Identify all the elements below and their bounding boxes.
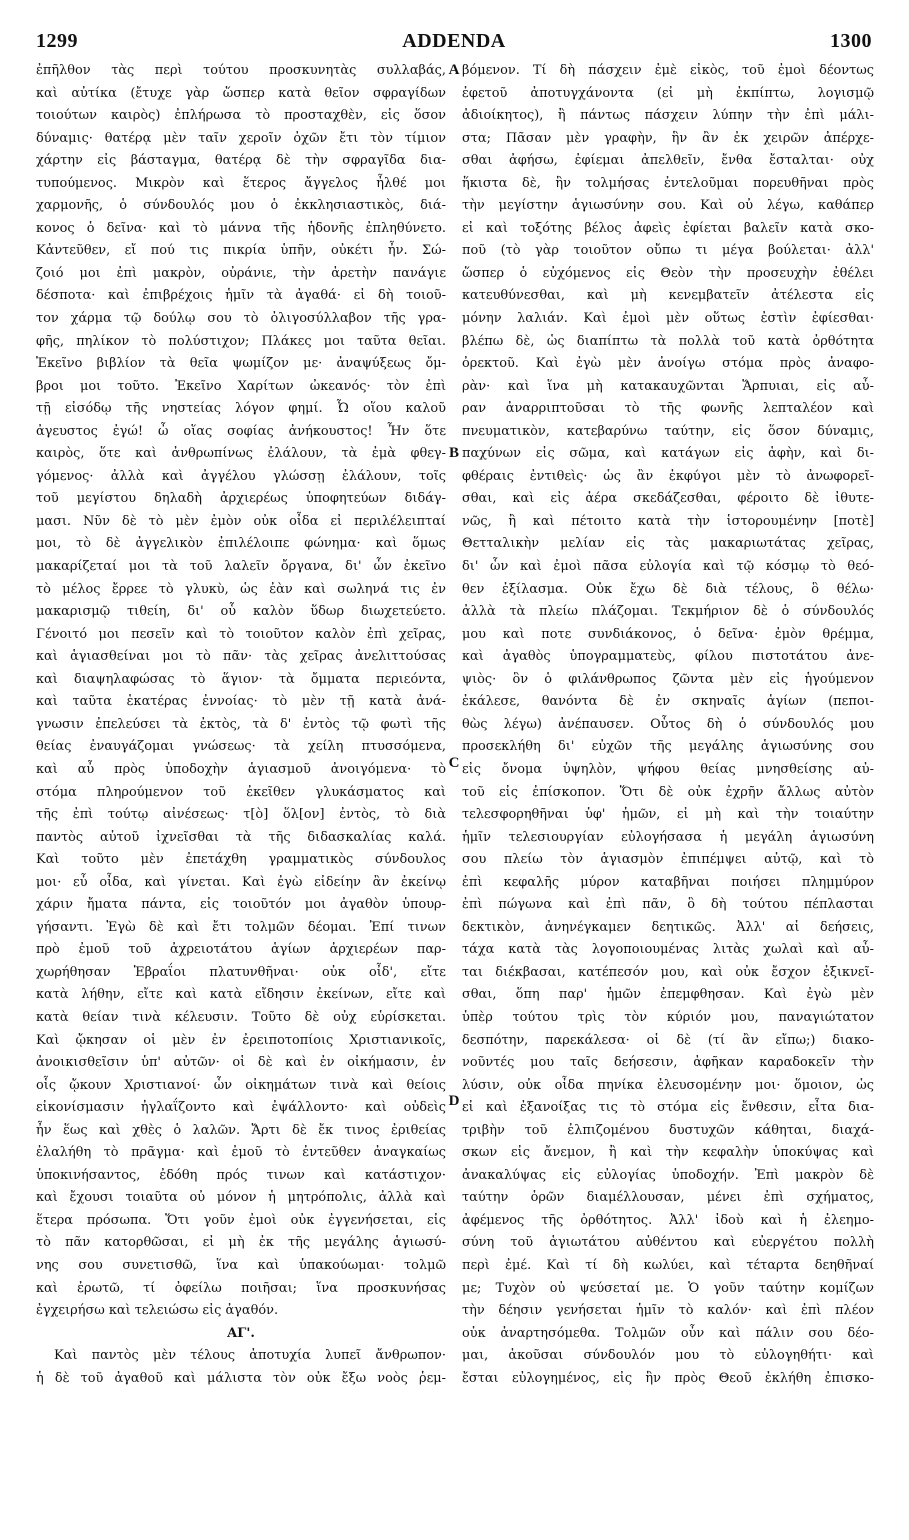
text-line: σθαι, καὶ εἰς ἀέρα σκεδάζεσθαι, φέροιτο δὲ ἰθυτε- — [462, 491, 874, 507]
text-line: μασι. Νῦν δὲ τὸ μὲν ἐμὸν οὐκ οἶδα εἰ περιλέλειπταί — [36, 513, 446, 529]
text-line: δεκτικὸν, ἀνηνέγκαμεν δεητικῶς. Ἀλλ' αἱ δεήσεις, — [462, 919, 874, 935]
text-line: μόνην λαλιάν. Καὶ ἐμοὶ μὲν οὕτως ἐστὶν ἐφίεσθαι· — [462, 311, 874, 327]
text-line: ὑποκινήσαντος, ἐδόθη πρός τινων καὶ κατάστιχον· — [36, 1167, 446, 1183]
text-line: ἡμῖν τελεσιουργίαν εὐλογήσασα ἡ μεγάλη ἁγιωσύνη — [462, 829, 874, 845]
section-marker-c: C — [448, 755, 460, 771]
section-marker-d: D — [448, 1093, 460, 1109]
text-line: παχύνων εἰς σῶμα, καὶ κατάγων εἰς ἁφὴν, καὶ δι- — [462, 446, 874, 462]
text-line: λύσιν, οὐκ οἶδα πηνίκα ἐλευσομένην μοι· ὅμοιον, ὡς — [462, 1077, 874, 1093]
text-line: γήσαντι. Ἐγὼ δὲ καὶ ἔτι τολμῶν δέομαι. Ἐπί τινων — [36, 919, 446, 935]
text-line: ὑπὲρ τούτου τρὶς τὸν κύριόν μου, παναγιώτατον — [462, 1009, 874, 1025]
text-line: ἥκιστα δὲ, ἣν τολμήσας ἐντελοῦμαι πορευθῆναι πρὸς — [462, 175, 874, 191]
text-line: καὶ ἀγαθὸς ὑπογραμματεὺς, φίλου πιστοτάτου ἀνε- — [462, 649, 874, 665]
page-number-right: 1300 — [830, 30, 872, 52]
text-line: καὶ ἁγιασθείναι μοι τὸ πᾶν· τὰς χεῖρας ἀνελιττούσας — [36, 649, 446, 665]
text-line: νῶς, ἢ καὶ πέτοιτο κατὰ τὴν ἱστορουμένην [ποτὲ] — [462, 513, 874, 529]
text-line: καιρὸς, ὅτε καὶ ἀνθρωπίνως ἐλάλουν, τὰ ἐμὰ φθεγ- — [36, 446, 446, 462]
text-line: καὶ ἐρωτῶ, τί ὀφείλω ποιῆσαι; ἵνα προσκυνήσας — [36, 1280, 446, 1296]
text-line: ται διέκβασαι, κατέπεσόν μου, καὶ οὐκ ἔσχον ἐξικνεῖ- — [462, 964, 874, 980]
text-line: κατευθύνεσθαι, καὶ μὴ κενεμβατεῖν ἀτέλεστα εἰς — [462, 288, 874, 304]
text-line: ρὰν· καὶ ἵνα μὴ κατακαυχῶνται Ἅρπυιαι, εἰς αὖ- — [462, 378, 874, 394]
text-line: καὶ αὖ πρὸς ὑποδοχὴν ἁγιασμοῦ ἀνοιγόμενα· τὸ — [36, 761, 446, 777]
section-heading: ΑΓ'. — [227, 1325, 255, 1341]
text-line: περὶ ἐμέ. Καὶ τί δὴ κωλύει, καὶ τέταρτα δεηθῆναί — [462, 1257, 874, 1273]
text-line: καὶ διαψηλαφώσας τὸ ἅγιον· τὰ ὄμματα περιεόντα, — [36, 671, 446, 687]
text-line: Θετταλικὴν μελίαν εἰς τὰς μακαριωτάτας χεῖρας, — [462, 536, 874, 552]
text-line: στα; Πᾶσαν μὲν γραφὴν, ἣν ἂν ἐκ χειρῶν ἀπέρχε- — [462, 130, 874, 146]
text-line: τοιούτων καιρὸς) ἐπλήρωσα τὸ προσταχθὲν, εἰς ὅσον — [36, 108, 446, 124]
text-line: μακαρίζεταί μοι τὰ τοῦ λαλεῖν ὄργανα, δι' ὧν ἐκεῖνο — [36, 559, 446, 575]
text-line: ἐπὶ πώγωνα καὶ ἐπὶ πᾶν, ὃ δὴ τούτου πέπλασται — [462, 897, 874, 913]
text-line: δύναμις· θατέρᾳ μὲν ταῖν χεροῖν ὀχῶν ἔτι τὸν τίμιον — [36, 130, 446, 146]
text-line: δέσποτα· καὶ ἐπιβρέχοις ἡμῖν τὰ ἀγαθά· εἰ δὴ τοιοῦ- — [36, 288, 446, 304]
text-line: Καὶ ᾤκησαν οἱ μὲν ἐν ἐρειποτοπίοις Χριστιανικοῖς, — [36, 1032, 446, 1048]
text-line: φῆς, πηλίκον τὸ πολύστιχον; Πλάκες μοι ταῦτα θεῖαι. — [36, 333, 446, 349]
text-line: στόμα πληρούμενον τοῦ ἐκεῖθεν γλυκάσματος καὶ — [36, 784, 446, 800]
text-line: θεν ἐξίλασμα. Οὐκ ἔχω δὲ διὰ τέλους, ὃ θέλω· — [462, 581, 874, 597]
text-line: εἰς ὄνομα ὑψηλὸν, ψήφου θείας μνησθείσης αὐ- — [462, 761, 874, 777]
text-line: Γένοιτό μοι πεσεῖν καὶ τὸ τοιοῦτον καλὸν ἐπὶ χεῖρας, — [36, 626, 446, 642]
right-column — [462, 60, 874, 1390]
text-line: Καὶ παντὸς μὲν τέλους ἀποτυχία λυπεῖ ἄνθρωπον· — [54, 1348, 446, 1364]
text-line: οἷς ᾤκουν Χριστιανοί· ὧν οἰκημάτων τινὰ καὶ θείοις — [36, 1077, 446, 1093]
text-line: τυπούμενος. Μικρὸν καὶ ἕτερος ἄγγελος ἦλθέ μοι — [36, 175, 446, 191]
text-line: ποῦ (τὸ γὰρ τοιοῦτον οὔπω τι μέγα βούλεται· ἀλλ' — [462, 243, 874, 259]
text-line: κατὰ θείαν τινὰ κέλευσιν. Τοῦτο δὲ οὐχ εὑρίσκεται. — [36, 1009, 446, 1025]
left-column — [36, 60, 446, 1390]
text-line: τῇ εἰσόδῳ τῆς νηστείας λόγον φημί. Ὦ οἵου καλοῦ — [36, 401, 446, 417]
text-line: γνωσιν ἐπελεύσει τὰ ἐκτὸς, τὰ δ' ἐντὸς τῷ φωτὶ τῆς — [36, 716, 446, 732]
running-header — [36, 30, 872, 58]
text-line: χάριν ἤματα πάντα, εἰς τοιοῦτόν μοι ἀγαθὸν ὑπουρ- — [36, 897, 446, 913]
text-line: Κἀντεῦθεν, εἴ πού τις πικρία ὑπῆν, οὐκέτι ἦν. Σώ- — [36, 243, 446, 259]
text-line: ἐφετοῦ ἀποτυγχάνοντα (εἰ μὴ ἐκπίπτω, λογισμῷ — [462, 85, 874, 101]
text-line: γόμενος· ἀλλὰ καὶ ἀγγέλου γλώσσῃ ἐλάλουν, τοῖς — [36, 468, 446, 484]
text-line: θὼς λέγω) ἀνέπαυσεν. Οὗτος δὴ ὁ σύνδουλός μου — [462, 716, 874, 732]
text-line: σθαι ἀφήσω, ἐφίεμαι ἀπελθεῖν, ἔνθα ἔσταλται· οὐχ — [462, 153, 874, 169]
text-line: μακαρισμῷ τιθείη, δι' οὗ καλὸν ὕδωρ διωχετεύετο. — [36, 604, 446, 620]
text-line: δεσπότην, παρεκάλεσα· οἱ δὲ (τί ἂν εἴπω;) διακο- — [462, 1032, 874, 1048]
text-line: ψιὸς· ὃν ὁ φιλάνθρωπος ζῶντα μὲν εἰς ἡγούμενον — [462, 671, 874, 687]
text-line: μοι, τὸ δὲ ἀγγελικὸν ἐπιλέλοιπε φώνημα· καὶ ὅμως — [36, 536, 446, 552]
text-line: μαι, ἀκοῦσαι σύνδουλόν μου τὸ εὐλογηθήτι· καὶ — [462, 1348, 874, 1364]
text-line: βροι μοι τοῦτο. Ἐκεῖνο Χαρίτων ὠκεανός· τὸν ἐπὶ — [36, 378, 446, 394]
text-line: μου καὶ ποτε συνδιάκονος, ὁ δεῖνα· ἐμὸν θρέμμα, — [462, 626, 874, 642]
text-line: ἐπῆλθον τὰς περὶ τούτου προσκυνητὰς συλλαβάς, — [36, 63, 446, 78]
text-line: καὶ ἔχουσι τοιαῦτα οὐ μόνον ἡ μητρόπολις, ἀλλὰ καὶ — [36, 1190, 446, 1206]
text-line: ἀνοικισθεῖσιν ὑπ' αὐτῶν· οἱ δὲ καὶ ἐν οἰκήμασιν, ἐν — [36, 1055, 446, 1071]
section-marker-b: B — [448, 445, 459, 461]
text-line: ἀγευστος ἐγώ! ὦ οἵας σοφίας ἀνήκουστος! Ἦν ὅτε — [36, 423, 446, 439]
text-line: ραν ἀναρριπτοῦσαι τὸ τῆς φωνῆς λεπταλέον καὶ — [462, 401, 874, 417]
text-line: χωρήθησαν Ἑβραΐοι πλατυνθῆναι· οὐκ οἶδ', εἴτε — [36, 964, 446, 980]
text-line: ἀδιοίκητος), ἢ πάντως πάσχειν λύπην τὴν ἐπὶ μάλι- — [462, 108, 874, 124]
text-line: ἔσται εὐλογημένος, εἰς ἣν πρὸς Θεοῦ ἐκλήθη ἐπισκο- — [462, 1370, 874, 1386]
text-line: τάχα κατὰ τὰς λογοποιουμένας λιτὰς χωλαὶ καὶ αὖ- — [462, 942, 874, 958]
text-line: οὐκ ἀναρτησόμεθα. Τολμῶν οὖν καὶ πάλιν σου δέο- — [462, 1325, 874, 1341]
text-line: Ἐκεῖνο βιβλίον τὰ θεῖα ψωμίζον με· ἀναψύξεως ὄμ- — [36, 356, 446, 372]
text-line: χαρμονῆς, ὁ σύνδουλός μου ὁ ἐκκλησιαστικὸς, διά- — [36, 198, 446, 214]
text-line: δι' ὧν καὶ ἐμοὶ πᾶσα εὐλογία καὶ τῷ κόσμῳ τὸ θεό- — [462, 559, 874, 575]
right-text-block — [462, 60, 874, 1390]
text-line: τελεσφορηθῆναι ὑφ' ἡμῶν, εἰ μὴ καὶ τὴν τοιαύτην — [462, 807, 874, 823]
text-line: πνευματικὸν, κατεβαρύνω ταύτην, εἰς ὅσον δύναμις, — [462, 423, 874, 439]
text-line: τοῦ εἰς ἐπίσκοπον. Ὅτι δὲ οὐκ ἐχρῆν ἄλλως αὐτὸν — [462, 784, 874, 800]
text-line: ταύτην ὁρῶν διαμέλλουσαν, μένει ἐπὶ σχήματος, — [462, 1190, 874, 1206]
text-line: ἀλλὰ τὰ πλείω πλάζομαι. Τεκμήριον δὲ ὁ σύνδουλός — [462, 604, 874, 620]
text-line: πρὸ ἐμοῦ τοῦ ἀχρειοτάτου ἁγίων ἀρχιερέων παρ- — [36, 942, 446, 958]
text-line: ἕτερα πρόσωπα. Ὅτι γοῦν ἐμοὶ οὐκ ἐγγενήσεται, εἰς — [36, 1212, 446, 1228]
section-marker-a: A — [448, 62, 460, 78]
page-number-left: 1299 — [36, 30, 78, 52]
text-line: μοι· εὖ οἶδα, καὶ γίνεται. Καὶ ἐγὼ εἰδείην ἂν ἐκείνῳ — [36, 874, 446, 890]
left-text-block — [36, 60, 446, 1323]
text-line: προσεκλήθη δι' εὐχῶν τῆς μεγάλης ἁγιωσύνης σου — [462, 739, 874, 755]
text-line: ἀφέμενος τῆς ὀρθότητος. Ἀλλ' ἰδοὺ καὶ ἡ ἐλεημο- — [462, 1212, 874, 1228]
text-line: βόμενον. Τί δὴ πάσχειν ἐμὲ εἰκὸς, τοῦ ἐμοὶ δέοντως — [462, 63, 874, 78]
text-line: σύνη τοῦ ἁγιωτάτου αὐθέντου καὶ εὐεργέτου πολλὴ — [462, 1235, 874, 1251]
left-text-block-2 — [36, 1345, 446, 1390]
text-line: νης σου συνετισθῶ, ἵνα καὶ ὑπακούωμαι· τολμῶ — [36, 1257, 446, 1273]
text-line: ὀρεκτοῦ. Καὶ ἐγὼ μὲν ἀνοίγω στόμα πρὸς ἀναφο- — [462, 356, 874, 372]
text-line: ἀνακαλύψας εἰς εὐλογίας ὑποδοχήν. Ἐπὶ μακρὸν δὲ — [462, 1167, 874, 1183]
text-line: καὶ αὐτίκα (ἔτυχε γὰρ ὥσπερ κατὰ θεῖον σφραγίδων — [36, 85, 446, 101]
text-line: σου πλείω τὸν ἁγιασμὸν ἐπιπέμψει αὐτῷ, καὶ τὸ — [462, 852, 874, 868]
text-line: με; Τυχὸν οὐ ψεύσεταί με. Ὁ γοῦν ταύτην κομίζων — [462, 1280, 874, 1296]
text-line: ἐκάλεσε, θανόντα δὲ ἐν σκηναῖς ἁγίων (πεποι- — [462, 694, 874, 710]
text-line: ὥσπερ ὁ εὐχόμενος εἰς Θεὸν τὴν προσευχὴν ἐθέλει — [462, 265, 874, 281]
text-line: τον χάρμα τῷ δούλῳ σου τὸ ὀλιγοσύλλαβον τῆς γρα- — [36, 311, 446, 327]
text-line: κονος ὁ δεῖνα· καὶ τὸ μάννα τῆς ἡδονῆς ἐπληθύνετο. — [36, 220, 446, 236]
text-line: φθέραις ἐντιθεὶς· ὡς ἂν ἐκφύγοι μὲν τὸ ἀνωφορεῖ- — [462, 468, 874, 484]
text-line: θείας ἐναυγάζομαι γνώσεως· τὰ χείλη πτυσσόμενα, — [36, 739, 446, 755]
text-line: Καὶ τοῦτο μὲν ἐπετάχθη γραμματικὸς σύνδουλος — [36, 852, 446, 868]
text-line: καὶ ταῦτα ἑκατέρας ἐννοίας· τὸ μὲν τῇ κατὰ ἀνά- — [36, 694, 446, 710]
running-title: ADDENDA — [402, 30, 506, 52]
text-line: εἰ καὶ τοξότης βέλος ἀφεὶς ἐφίεται βαλεῖν κατὰ σκο- — [462, 220, 874, 236]
text-line: νοῦντές μου ταῖς δεήσεσιν, ἀφῆκαν καραδοκεῖν τὴν — [462, 1055, 874, 1071]
text-line: εἰκονίσμασιν ἠγλαΐζοντο καὶ ἐψάλλοντο· καὶ οὐδεὶς — [36, 1100, 446, 1116]
text-line: ἡ δὲ τοῦ ἀγαθοῦ καὶ μάλιστα τὸν οὐκ ἔξω νοὸς ῥεμ- — [36, 1370, 446, 1386]
text-line: τὸ πᾶν κατορθῶσαι, εἰ μὴ ἐκ τῆς μεγάλης ἁγιωσύ- — [36, 1235, 446, 1251]
text-line: εἰ καὶ ἐξανοίξας τις τὸ στόμα εἰς ἔνθεσιν, εἶτα δια- — [462, 1100, 874, 1116]
text-line: σθαι, ὅπη παρ' ἡμῶν ἐπεμφθησαν. Καὶ ἐγὼ μὲν — [462, 987, 874, 1003]
text-line: βλέπω δὲ, ὡς διαπίπτω τὰ πολλὰ τοῦ κατὰ ὀρθότητα — [462, 333, 874, 349]
text-line: κατὰ λήθην, εἴτε καὶ κατὰ εἴδησιν ἐκείνων, εἴτε καὶ — [36, 987, 446, 1003]
text-line: τριβὴν τοῦ ἐλπιζομένου δυστυχῶν κάθηται, διαχά- — [462, 1122, 874, 1138]
text-line: χάρτην εἰς βάσταγμα, θατέρᾳ δὲ τὴν σφραγῖδα δια- — [36, 153, 446, 169]
text-line: τὴν μεγίστην ἁγιωσύνην σου. Καὶ οὐ λέγω, καθάπερ — [462, 198, 874, 214]
text-line: σκων εἰς ἄνεμον, ἢ καὶ τὴν κεφαλὴν ὑποκύψας καὶ — [462, 1145, 874, 1161]
text-line: τῆς ἐπὶ τούτῳ αἰνέσεως· τ[ὸ] ὅλ[ον] ἐντὸς, τὸ διὰ — [36, 807, 446, 823]
text-line: ἐπὶ κεφαλῆς μύρον καταβῆναι ποιήσει πλημμύρον — [462, 874, 874, 890]
text-line: ἦν ἕως καὶ χθὲς ὁ λαλῶν. Ἄρτι δὲ ἔκ τινος ἐριθείας — [36, 1122, 446, 1138]
text-line: ζοιό μοι ἐπὶ μακρὸν, οὐράνιε, τὴν ἀρετὴν πανάγιε — [36, 265, 446, 281]
text-line: ἐγχειρήσω καὶ τελειώσω εἰς ἀγαθόν. — [36, 1303, 279, 1319]
text-line: τοῦ μεγίστου δηλαδὴ ἀρχιερέως ὑποφητεύων διδάγ- — [36, 491, 446, 507]
text-line: τὴν δέησιν γενήσεται ἡμῖν τὸ καλόν· καὶ ἐπὶ πλέον — [462, 1303, 874, 1319]
text-line: ἐλαλήθη τὸ πρᾶγμα· καὶ ἐμοῦ τὸ ἐντεῦθεν ἀναγκαίως — [36, 1145, 446, 1161]
text-line: παντὸς αὐτοῦ ἰχνεῖσθαι τὰ τῆς διδασκαλίας καλά. — [36, 829, 446, 845]
text-line: τὸ μέλος ἔρρεε τὸ γλυκὺ, ὡς ἐὰν καὶ σωληνά τις ἐν — [36, 581, 446, 597]
